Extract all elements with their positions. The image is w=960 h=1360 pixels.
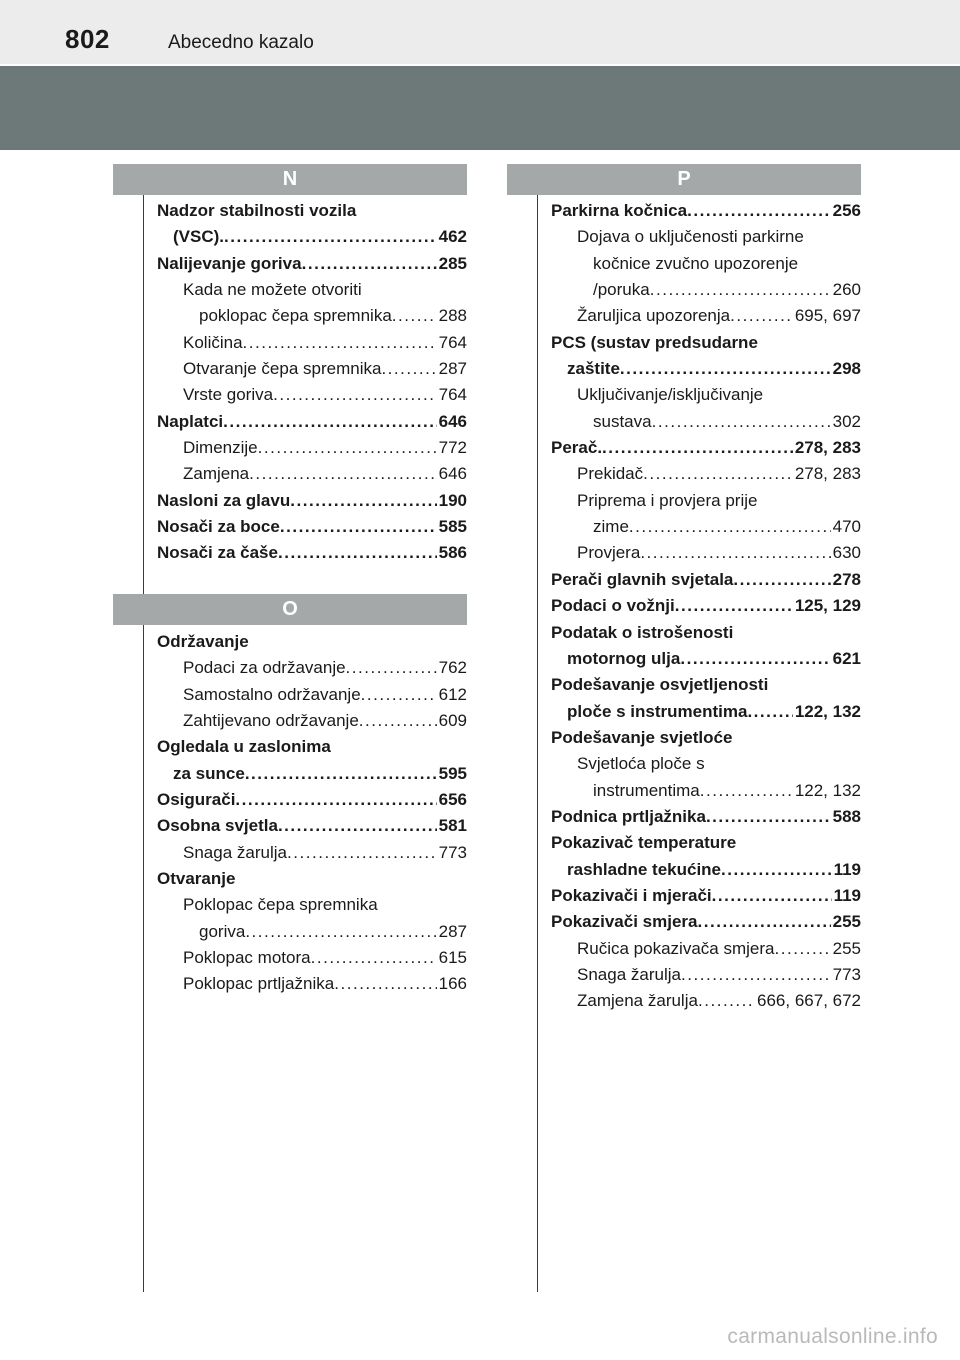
entry-text: Perači glavnih svjetala bbox=[551, 569, 734, 589]
entry-text: Uključivanje/isključivanje bbox=[577, 385, 764, 405]
entry-leader bbox=[280, 514, 437, 540]
entry-leader bbox=[356, 198, 465, 224]
entry-text: Provjera bbox=[577, 543, 641, 563]
entry-text: Održavanje bbox=[157, 632, 249, 651]
entry-leader bbox=[652, 409, 831, 435]
entry-page: 609 bbox=[438, 711, 467, 731]
entry-leader bbox=[681, 962, 831, 988]
entry-leader bbox=[747, 699, 792, 725]
index-entry bbox=[157, 787, 467, 813]
entry-text: poklopac čepa spremnika bbox=[199, 306, 392, 326]
entry-text: Otvaranje bbox=[157, 869, 236, 889]
entry-text: Dimenzije bbox=[183, 438, 258, 458]
entry-page: 470 bbox=[832, 517, 861, 537]
entry-leader bbox=[680, 646, 830, 672]
index-entry bbox=[551, 488, 861, 514]
entry-leader bbox=[361, 682, 437, 708]
entry-leader bbox=[736, 830, 859, 856]
entry-page bbox=[859, 672, 861, 698]
entry-text: instrumentima bbox=[593, 780, 700, 800]
entry-leader bbox=[774, 936, 830, 962]
index-entry bbox=[551, 224, 861, 250]
entry-text: Perač. bbox=[551, 438, 603, 458]
entry-text: Podnica prtljažnika bbox=[551, 806, 706, 826]
entry-leader bbox=[732, 725, 859, 751]
entry-leader bbox=[712, 883, 832, 909]
entry-leader bbox=[249, 461, 436, 487]
entry-text: Pokazivač temperature bbox=[551, 833, 737, 853]
entry-page: 612 bbox=[438, 684, 467, 704]
entry-page bbox=[465, 734, 467, 760]
entry-text: Podaci o vožnji bbox=[551, 596, 675, 616]
entry-text: Nosači za boce bbox=[157, 517, 280, 537]
entry-leader bbox=[675, 593, 793, 619]
entry-page: 646 bbox=[438, 411, 467, 431]
index-entry bbox=[551, 382, 861, 408]
entry-leader bbox=[302, 251, 437, 277]
entry-leader bbox=[620, 356, 831, 382]
index-entry bbox=[157, 813, 467, 839]
entry-leader bbox=[629, 514, 831, 540]
entry-leader bbox=[602, 435, 793, 461]
entry-text: (VSC). bbox=[173, 227, 224, 247]
index-entry bbox=[157, 708, 467, 734]
entry-page: 656 bbox=[438, 790, 467, 810]
entry-text: Kada ne možete otvoriti bbox=[183, 280, 362, 300]
entry-text: Ručica pokazivača smjera bbox=[577, 938, 775, 958]
index-entry bbox=[551, 988, 861, 1014]
entry-page: 278, 283 bbox=[794, 464, 861, 484]
index-list-o bbox=[157, 629, 467, 998]
entry-page: 256 bbox=[832, 201, 861, 220]
entry-page: 278 bbox=[832, 569, 861, 589]
index-entry bbox=[157, 224, 467, 250]
entry-leader bbox=[290, 488, 436, 514]
entry-text: Nasloni za glavu bbox=[157, 490, 291, 510]
entry-page bbox=[859, 725, 861, 751]
entry-text: Poklopac motora bbox=[183, 948, 311, 968]
entry-page: 190 bbox=[438, 490, 467, 510]
entry-leader bbox=[245, 761, 437, 787]
entry-text: Nosači za čaše bbox=[157, 543, 278, 563]
entry-page bbox=[859, 224, 861, 250]
entry-text: Parkirna kočnica bbox=[551, 201, 688, 220]
entry-text: Otvaranje čepa spremnika bbox=[183, 359, 382, 379]
entry-page: 586 bbox=[438, 543, 467, 563]
entry-leader bbox=[705, 751, 859, 777]
entry-leader bbox=[223, 409, 436, 435]
entry-page: 764 bbox=[438, 332, 467, 352]
entry-leader bbox=[311, 945, 437, 971]
index-entry bbox=[551, 751, 861, 777]
entry-page: 695, 697 bbox=[794, 306, 861, 326]
entry-page: 772 bbox=[438, 438, 467, 458]
entry-leader bbox=[700, 778, 793, 804]
entry-text: Pokazivači i mjerači bbox=[551, 885, 712, 905]
entry-text: za sunce bbox=[173, 763, 245, 783]
index-entry bbox=[551, 356, 861, 382]
index-entry bbox=[551, 303, 861, 329]
index-entry bbox=[551, 936, 861, 962]
index-entry bbox=[551, 593, 861, 619]
entry-text: Svjetloća ploče s bbox=[577, 754, 705, 774]
index-entry bbox=[157, 734, 467, 760]
entry-leader bbox=[249, 629, 465, 655]
entry-text: kočnice zvučno upozorenje bbox=[593, 253, 799, 273]
entry-text: Osobna svjetla bbox=[157, 816, 278, 836]
entry-leader bbox=[768, 672, 859, 698]
entry-leader bbox=[235, 866, 465, 892]
entry-text: Dojava o uključenosti parkirne bbox=[577, 227, 804, 247]
entry-leader bbox=[381, 356, 436, 382]
entry-leader bbox=[331, 734, 465, 760]
entry-text: Zamjena bbox=[183, 464, 250, 484]
entry-page: 588 bbox=[832, 806, 861, 826]
entry-leader bbox=[733, 620, 859, 646]
entry-text: rashladne tekućine bbox=[567, 859, 722, 879]
entry-page: 287 bbox=[438, 921, 467, 941]
entry-leader bbox=[721, 857, 832, 883]
index-entry bbox=[157, 330, 467, 356]
entry-text: Zamjena žarulja bbox=[577, 991, 698, 1011]
entry-text: Podešavanje osvjetljenosti bbox=[551, 675, 769, 695]
entry-leader bbox=[698, 988, 755, 1014]
entry-leader bbox=[757, 488, 859, 514]
page-number: 802 bbox=[65, 24, 110, 54]
entry-text: /poruka bbox=[593, 280, 650, 300]
section-header-o: O bbox=[113, 594, 467, 625]
index-entry bbox=[551, 435, 861, 461]
index-entry bbox=[551, 804, 861, 830]
entry-text: Poklopac čepa spremnika bbox=[183, 895, 378, 915]
index-entry bbox=[551, 409, 861, 435]
entry-page: 762 bbox=[438, 658, 467, 678]
index-entry bbox=[551, 646, 861, 672]
entry-leader bbox=[798, 251, 859, 277]
index-entry bbox=[551, 514, 861, 540]
entry-text: goriva bbox=[199, 921, 246, 941]
index-entry bbox=[551, 330, 861, 356]
entry-text: Priprema i provjera prije bbox=[577, 490, 758, 510]
entry-text: Poklopac prtljažnika bbox=[183, 974, 335, 994]
page-header-strip bbox=[0, 0, 960, 64]
index-entry bbox=[157, 540, 467, 566]
index-entry bbox=[551, 277, 861, 303]
entry-page: 287 bbox=[438, 359, 467, 379]
entry-page: 615 bbox=[438, 948, 467, 968]
entry-text: zaštite bbox=[567, 359, 620, 379]
entry-page: 462 bbox=[438, 227, 467, 247]
entry-page bbox=[859, 251, 861, 277]
index-entry bbox=[551, 620, 861, 646]
entry-leader bbox=[650, 277, 831, 303]
entry-page: 166 bbox=[438, 974, 467, 994]
entry-page bbox=[465, 198, 467, 224]
entry-page: 285 bbox=[438, 253, 467, 273]
entry-text: Količina bbox=[183, 332, 243, 352]
entry-page bbox=[465, 277, 467, 303]
index-entry bbox=[551, 461, 861, 487]
index-entry bbox=[551, 567, 861, 593]
entry-page: 585 bbox=[438, 517, 467, 537]
entry-page: 773 bbox=[438, 842, 467, 862]
index-entry bbox=[157, 409, 467, 435]
header-band bbox=[0, 66, 960, 150]
index-entry bbox=[551, 672, 861, 698]
entry-page bbox=[859, 488, 861, 514]
column-rule-right bbox=[537, 195, 538, 1292]
entry-page: 119 bbox=[833, 859, 861, 879]
entry-page bbox=[465, 866, 467, 892]
entry-leader bbox=[287, 840, 437, 866]
entry-page bbox=[859, 330, 861, 356]
index-entry bbox=[551, 962, 861, 988]
index-entry bbox=[551, 725, 861, 751]
index-entry bbox=[157, 682, 467, 708]
entry-leader bbox=[258, 435, 437, 461]
entry-leader bbox=[378, 892, 465, 918]
entry-text: Ogledala u zaslonima bbox=[157, 737, 331, 757]
entry-text: Prekidač bbox=[577, 464, 644, 484]
index-entry bbox=[157, 945, 467, 971]
entry-page: 302 bbox=[832, 411, 861, 431]
index-entry bbox=[157, 461, 467, 487]
entry-page bbox=[859, 751, 861, 777]
index-entry bbox=[551, 909, 861, 935]
entry-page bbox=[859, 382, 861, 408]
entry-page bbox=[465, 629, 467, 655]
entry-page: 255 bbox=[832, 938, 861, 958]
index-entry bbox=[157, 866, 467, 892]
entry-leader bbox=[362, 277, 465, 303]
entry-page: 288 bbox=[438, 306, 467, 326]
entry-leader bbox=[643, 461, 793, 487]
index-entry bbox=[551, 198, 861, 224]
entry-page: 122, 132 bbox=[794, 701, 861, 721]
entry-leader bbox=[392, 303, 437, 329]
entry-text: Samostalno održavanje bbox=[183, 684, 361, 704]
entry-text: Nalijevanje goriva bbox=[157, 253, 302, 273]
index-entry bbox=[551, 699, 861, 725]
entry-leader bbox=[243, 330, 437, 356]
entry-leader bbox=[346, 655, 437, 681]
entry-page: 260 bbox=[832, 280, 861, 300]
index-entry bbox=[157, 435, 467, 461]
entry-page: 255 bbox=[832, 912, 861, 932]
index-entry bbox=[157, 356, 467, 382]
entry-page: 773 bbox=[832, 964, 861, 984]
entry-page bbox=[859, 620, 861, 646]
entry-leader bbox=[730, 303, 793, 329]
entry-page bbox=[465, 892, 467, 918]
entry-leader bbox=[687, 198, 831, 224]
index-entry bbox=[551, 883, 861, 909]
entry-page: 764 bbox=[438, 385, 467, 405]
index-entry bbox=[157, 303, 467, 329]
index-entry bbox=[551, 830, 861, 856]
entry-leader bbox=[334, 971, 436, 997]
entry-page: 666, 667, 672 bbox=[757, 991, 861, 1011]
index-entry bbox=[157, 277, 467, 303]
entry-leader bbox=[359, 708, 437, 734]
entry-text: Podaci za održavanje bbox=[183, 658, 346, 678]
index-entry bbox=[157, 971, 467, 997]
section-header-n: N bbox=[113, 164, 467, 195]
index-entry bbox=[157, 840, 467, 866]
entry-text: PCS (sustav predsudarne bbox=[551, 332, 758, 352]
entry-text: Podatak o istrošenosti bbox=[551, 622, 734, 642]
entry-text: Pokazivači smjera bbox=[551, 912, 698, 932]
entry-text: Snaga žarulja bbox=[183, 842, 287, 862]
watermark: carmanualsonline.info bbox=[727, 1325, 938, 1348]
entry-page: 298 bbox=[832, 359, 861, 379]
entry-text: Žaruljica upozorenja bbox=[577, 306, 731, 326]
index-entry bbox=[157, 655, 467, 681]
entry-leader bbox=[706, 804, 831, 830]
entry-text: Zahtijevano održavanje bbox=[183, 711, 359, 731]
entry-text: Osigurači bbox=[157, 790, 236, 810]
entry-leader bbox=[235, 787, 436, 813]
entry-leader bbox=[804, 224, 859, 250]
page-title: Abecedno kazalo bbox=[168, 32, 314, 53]
entry-text: Naplatci bbox=[157, 411, 224, 431]
entry-leader bbox=[640, 540, 830, 566]
entry-leader bbox=[278, 540, 437, 566]
index-entry bbox=[157, 892, 467, 918]
entry-page: 278, 283 bbox=[794, 438, 861, 458]
index-entry bbox=[157, 251, 467, 277]
index-list-n bbox=[157, 198, 467, 567]
index-entry bbox=[157, 382, 467, 408]
index-entry bbox=[157, 629, 467, 655]
entry-page: 122, 132 bbox=[794, 780, 861, 800]
entry-text: Nadzor stabilnosti vozila bbox=[157, 201, 357, 220]
index-entry bbox=[157, 761, 467, 787]
entry-text: zime bbox=[593, 517, 629, 537]
entry-text: Vrste goriva bbox=[183, 385, 274, 405]
entry-text: motornog ulja bbox=[567, 648, 681, 668]
entry-leader bbox=[763, 382, 859, 408]
entry-page: 119 bbox=[833, 885, 861, 905]
index-entry bbox=[551, 857, 861, 883]
entry-page: 621 bbox=[832, 648, 861, 668]
index-entry bbox=[551, 778, 861, 804]
entry-page: 581 bbox=[438, 816, 467, 836]
entry-leader bbox=[224, 224, 437, 250]
entry-text: ploče s instrumentima bbox=[567, 701, 748, 721]
entry-leader bbox=[697, 909, 830, 935]
index-entry bbox=[551, 251, 861, 277]
entry-leader bbox=[733, 567, 830, 593]
entry-page: 630 bbox=[832, 543, 861, 563]
entry-text: Snaga žarulja bbox=[577, 964, 681, 984]
column-rule-left bbox=[143, 195, 144, 1292]
entry-page: 595 bbox=[438, 763, 467, 783]
index-list-p bbox=[551, 198, 861, 1015]
entry-leader bbox=[278, 813, 437, 839]
entry-leader bbox=[245, 919, 436, 945]
entry-text: Podešavanje svjetloće bbox=[551, 727, 733, 747]
section-header-p: P bbox=[507, 164, 861, 195]
index-entry bbox=[157, 919, 467, 945]
index-entry bbox=[157, 514, 467, 540]
entry-leader bbox=[758, 330, 859, 356]
index-entry bbox=[551, 540, 861, 566]
index-entry bbox=[157, 198, 467, 224]
entry-leader bbox=[273, 382, 437, 408]
entry-text: sustava bbox=[593, 411, 652, 431]
entry-page: 125, 129 bbox=[794, 596, 861, 616]
index-entry bbox=[157, 488, 467, 514]
entry-page: 646 bbox=[438, 464, 467, 484]
entry-page bbox=[859, 830, 861, 856]
